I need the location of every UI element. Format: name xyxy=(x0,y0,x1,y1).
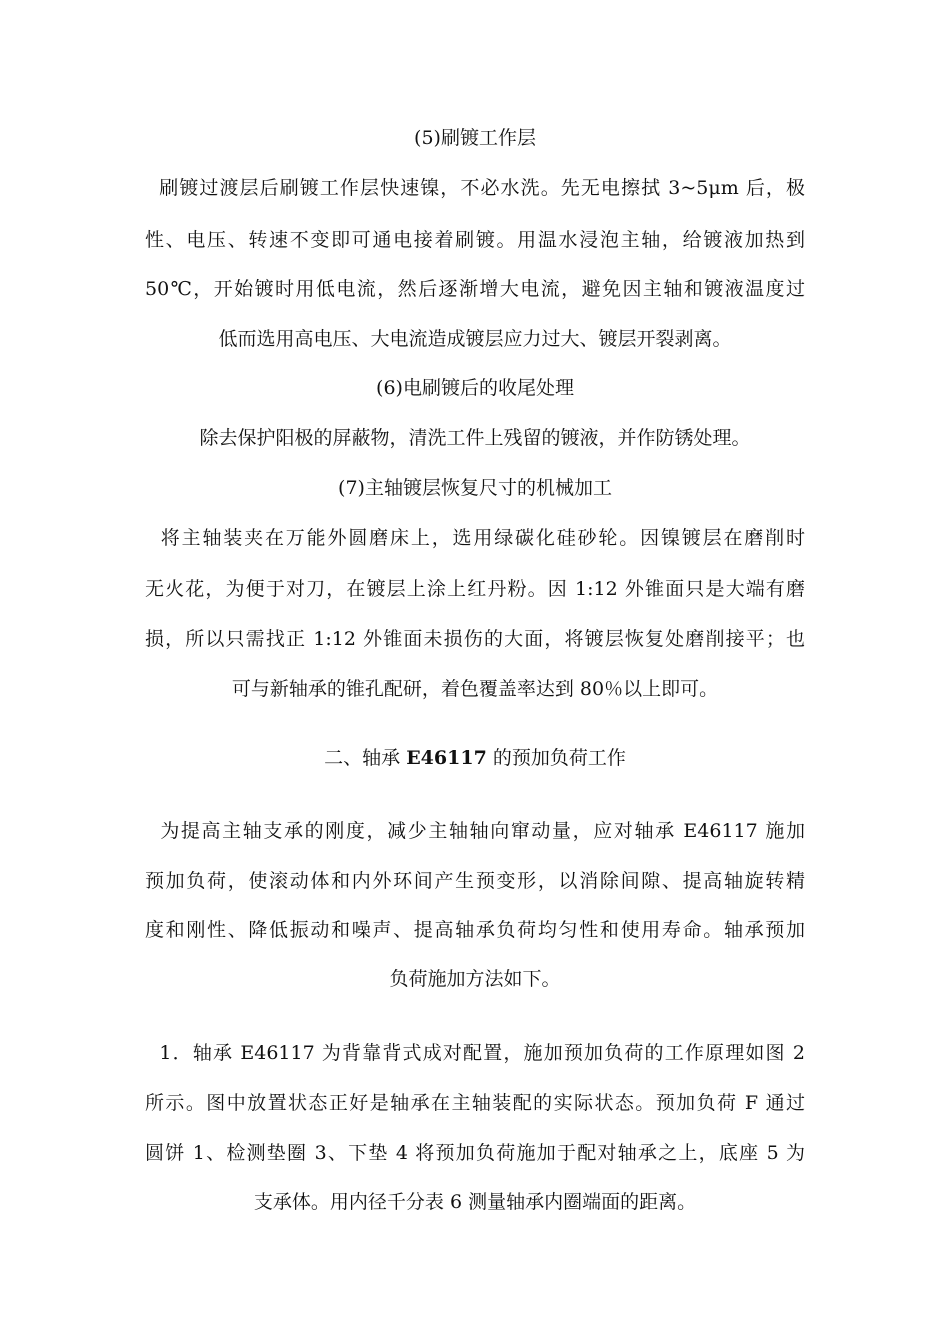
section-2-line-1: 为提高主轴支承的刚度，减少主轴轴向窜动量，应对轴承 E46117 施加 xyxy=(145,820,805,842)
section-7-line-2: 无火花，为便于对刀，在镀层上涂上红丹粉。因 1:12 外锥面只是大端有磨 xyxy=(145,578,805,600)
section-7-heading: (7)主轴镀层恢复尺寸的机械加工 xyxy=(338,477,612,499)
section-2-title-model: E46117 xyxy=(406,747,487,769)
section-5-line-1: 刷镀过渡层后刷镀工作层快速镍，不必水洗。先无电擦拭 3~5μm 后，极 xyxy=(145,177,805,199)
section-6-line: 除去保护阳极的屏蔽物，清洗工件上残留的镀液，并作防锈处理。 xyxy=(199,427,751,449)
section-2-title-prefix: 二、轴承 xyxy=(324,747,407,769)
section-2-title xyxy=(145,746,805,770)
section-5-line-4: 低而选用高电压、大电流造成镀层应力过大、镀层开裂剥离。 xyxy=(218,328,732,350)
section-5-line-3: 50℃，开始镀时用低电流，然后逐渐增大电流，避免因主轴和镀液温度过 xyxy=(145,278,805,300)
section-6-heading: (6)电刷镀后的收尾处理 xyxy=(376,377,574,399)
item-1-line-3: 圆饼 1、检测垫圈 3、下垫 4 将预加负荷施加于配对轴承之上，底座 5 为 xyxy=(145,1142,805,1164)
section-5-heading: (5)刷镀工作层 xyxy=(414,127,536,149)
section-7-line-4: 可与新轴承的锥孔配研，着色覆盖率达到 80％以上即可。 xyxy=(231,678,719,700)
section-2-line-3: 度和刚性、降低振动和噪声、提高轴承负荷均匀性和使用寿命。轴承预加 xyxy=(145,919,805,941)
section-5-line-2: 性、电压、转速不变即可通电接着刷镀。用温水浸泡主轴，给镀液加热到 xyxy=(145,229,805,251)
section-7-line-3: 损，所以只需找正 1:12 外锥面未损伤的大面，将镀层恢复处磨削接平；也 xyxy=(145,628,805,650)
section-2-line-2: 预加负荷，使滚动体和内外环间产生预变形，以消除间隙、提高轴旋转精 xyxy=(145,870,805,892)
section-7-line-1: 将主轴装夹在万能外圆磨床上，选用绿碳化硅砂轮。因镍镀层在磨削时 xyxy=(145,527,805,549)
item-1-line-1: 1．轴承 E46117 为背靠背式成对配置，施加预加负荷的工作原理如图 2 xyxy=(145,1042,805,1064)
item-1-line-4: 支承体。用内径千分表 6 测量轴承内圈端面的距离。 xyxy=(253,1191,697,1213)
section-2-title-suffix: 的预加负荷工作 xyxy=(486,747,626,769)
item-1-line-2: 所示。图中放置状态正好是轴承在主轴装配的实际状态。预加负荷 F 通过 xyxy=(145,1092,805,1114)
section-2-line-4: 负荷施加方法如下。 xyxy=(389,968,561,990)
